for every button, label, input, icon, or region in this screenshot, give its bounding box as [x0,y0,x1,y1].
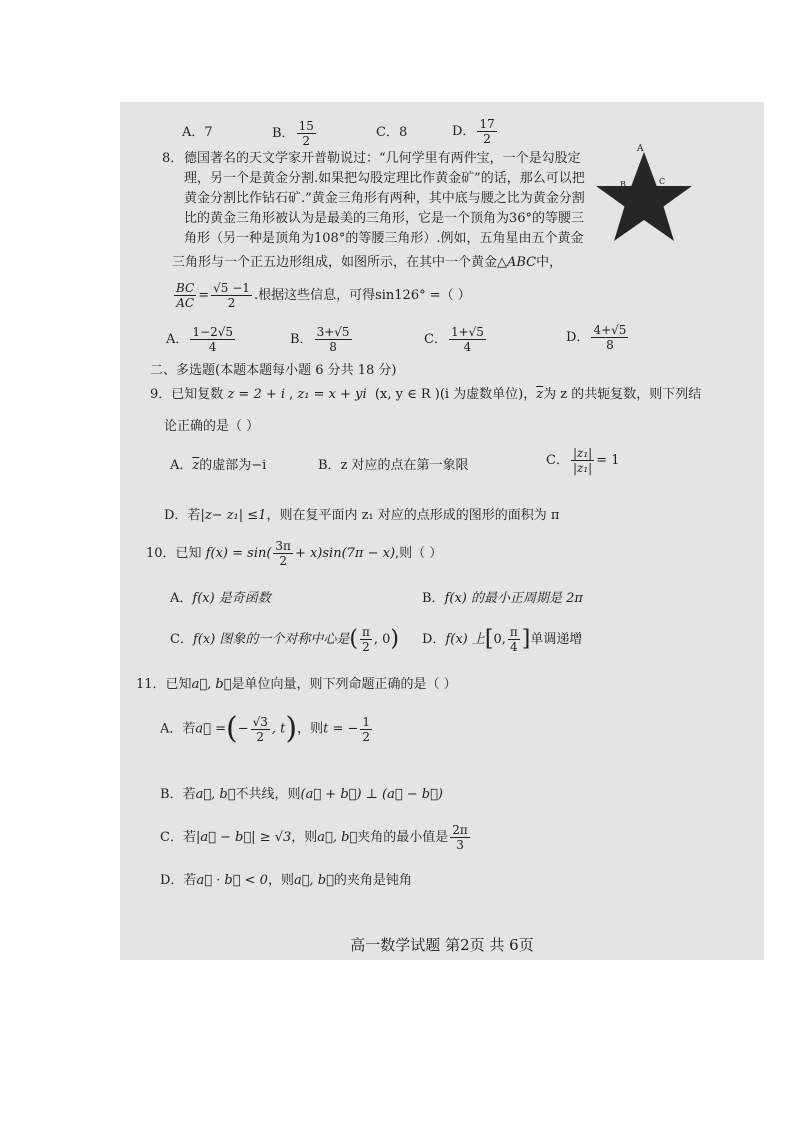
exam-page [120,102,764,960]
q10-option-c: C．f(x) 图象的一个对称中心是( $\frac{\pi}{2}$ , 0) [170,625,399,654]
q8-option-d: D． $\frac{4+√5}{8}$ [566,323,627,352]
q9-option-b: B．z 对应的点在第一象限 [318,458,469,473]
q10-option-d: D．f(x) 上[0, $\frac{\pi}{4}$ ]单调递增 [422,625,583,654]
q10-option-a: A．f(x) 是奇函数 [170,591,271,606]
star-label-b: B [620,180,626,189]
q11-option-a: A．若a⃗ =(− $\frac{√3}{2}$ , t)，则t = − $\frac{1}{2}$ [160,711,371,746]
q7-option-d: D． $\frac{17}{2}$ [452,117,495,146]
q8-number: 8． [162,151,184,166]
page-footer: 高一数学试题 第2页 共 6页 [350,936,534,954]
star-label-c: C [659,177,666,186]
q8-line-4: 比的黄金三角形被认为是最美的三角形，它是一个顶角为36°的等腰三 [184,211,585,226]
q9-option-c: C． $\frac{\text{|z₁|}}{\text{|z₁|}}$ = 1 [546,446,620,475]
q11-option-d: D．若a⃗ · b⃗ < 0，则a⃗, b⃗的夹角是钝角 [160,873,412,888]
q8-line-6: 三角形与一个正五边形组成，如图所示，在其中一个黄金△ABC中， [172,255,563,270]
q11-stem: 11．已知a⃗, b⃗是单位向量，则下列命题正确的是（ ） [136,677,457,692]
pentagram-figure [594,144,694,244]
q9-option-a: A．$\overline{z}$的虚部为−i [170,458,267,473]
q8-option-b: B． $\frac{3+√5}{8}$ [290,325,350,354]
q10-option-b: B．f(x) 的最小正周期是 2π [422,591,583,606]
q9-stem: 9．已知复数 z = 2 + i , z₁ = x + yi (x, y ∈ R )(i 为虚数单位)，$\overline{z}$为 z 的共轭复数，则下列结 [150,387,702,402]
q7-option-c: C．8 [376,125,408,140]
q8-ratio-line: $\frac{BC}{AC}$ = $\frac{√5 -1}{2}$ .根据这些信息，可得sin126° =（ ） [176,281,471,310]
section-2-heading: 二、多选题(本题本题每小题 6 分共 18 分) [150,363,397,378]
q7-option-b: B． $\frac{15}{2}$ [272,119,314,148]
q8-line-2: 理，另一个是黄金分割.如果把勾股定理比作黄金矿”的话，那么可以把 [184,171,585,186]
q8-option-a: A． $\frac{1-2√5}{4}$ [166,325,233,354]
q9-option-d: D．若|z− z₁| ≤1，则在复平面内 z₁ 对应的点形成的图形的面积为 π [164,508,560,523]
q11-option-c: C．若|a⃗ − b⃗| ≥ √3，则a⃗, b⃗夹角的最小值是 $\frac{2\pi}{3}$ [160,823,468,852]
q11-option-b: B．若a⃗, b⃗不共线，则(a⃗ + b⃗) ⊥ (a⃗ − b⃗) [160,787,443,802]
q10-stem: 10．已知 f(x) = sin( $\frac{3\pi}{2}$ + x)sin(7π − x),则（ ） [146,539,443,568]
q8-option-c: C． $\frac{1+√5}{4}$ [424,325,484,354]
q9-stem-line-2: 论正确的是（ ） [164,419,260,434]
q8-line-3: 黄金分割比作钻石矿.”黄金三角形有两种，其中底与腰之比为黄金分割 [184,191,585,206]
q8-line-1: 德国著名的天文学家开普勒说过：“几何学里有两件宝，一个是勾股定 [184,151,581,166]
q7-option-a: A．7 [182,125,213,140]
q8-line-5: 角形（另一种是顶角为108°的等腰三角形）.例如，五角星由五个黄金 [184,231,584,246]
star-label-a: A [637,144,644,154]
